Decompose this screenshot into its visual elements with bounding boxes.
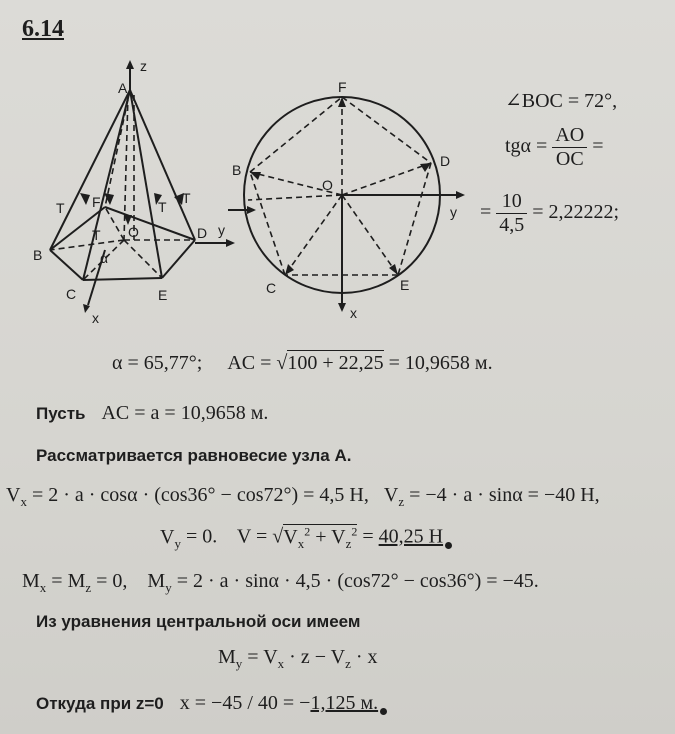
moments-line — [22, 570, 539, 596]
eq2-fraction — [496, 190, 527, 237]
vx-equation: = 2 · a · cosα · (cos36° − cos72°) = 4,5 Н, — [31, 484, 369, 506]
x-result: 1,125 м. — [310, 692, 379, 714]
pyr-label-C: C — [66, 286, 77, 302]
m-equation-1: = 0, — [96, 570, 128, 592]
let-word: Пусть — [36, 404, 86, 423]
top-label-B: B — [232, 162, 242, 178]
x-equation: x = −45 / 40 = − — [179, 692, 311, 714]
pyr-label-T4: T — [182, 190, 191, 206]
whence-line — [36, 692, 387, 715]
vz-symbol: $V_z$ — [383, 484, 405, 509]
eq2-denominator: 4,5 — [499, 214, 525, 236]
ac-prefix: AC = — [227, 352, 272, 374]
tan-denominator: OC — [555, 148, 584, 170]
tan-prefix: tgα = — [505, 135, 548, 158]
sqrt-sign: √ — [276, 352, 288, 374]
alpha-ac-line — [112, 352, 493, 375]
pyr-label-alpha: α — [100, 250, 109, 266]
whence-word: Откуда при z=0 — [36, 694, 164, 713]
ac-result: = 10,9658 м. — [388, 352, 493, 374]
vx-vz-line — [6, 484, 600, 510]
v-root: $V_x^2 + V_z^2$ — [283, 524, 358, 551]
tan-numerator: AO — [552, 124, 587, 148]
pyr-label-E: E — [158, 287, 168, 303]
top-label-O: O — [322, 177, 333, 193]
pyr-label-T2: T — [92, 227, 101, 243]
pyr-label-F: F — [92, 194, 101, 210]
let-equation: AC = a = 10,9658 м. — [101, 402, 269, 424]
v-result: 40,25 Н — [378, 525, 444, 548]
tan-alpha-formula — [505, 124, 604, 171]
eq2-numerator: 10 — [496, 190, 527, 214]
pyr-label-z: z — [140, 58, 147, 74]
pyramid-figure — [30, 55, 245, 325]
bullet-dot — [445, 542, 452, 549]
top-label-E: E — [400, 277, 410, 293]
my-formula — [218, 646, 378, 672]
sqrt-sign-2: √ — [272, 525, 284, 548]
my-lhs: $M_y = V_x$ — [218, 646, 285, 671]
tan-equals: = — [592, 135, 604, 158]
tan-value-formula — [480, 190, 619, 237]
angle-boc: ∠BOC = 72°, — [505, 90, 618, 112]
top-label-C: C — [266, 280, 277, 296]
top-label-D: D — [440, 153, 451, 169]
pyr-label-T1: T — [56, 200, 65, 216]
mx-mz-symbols: $M_x = M_z$ — [22, 570, 92, 595]
pyr-label-y: y — [218, 222, 225, 238]
eq2-prefix: = — [480, 201, 492, 224]
problem-number: 6.14 — [22, 16, 64, 42]
let-line — [36, 402, 268, 425]
v-prefix: V = — [236, 525, 268, 548]
alpha-value: α = 65,77°; — [112, 352, 203, 374]
my-rhs: $V_z \cdot x$ — [330, 646, 378, 671]
eq2-result: = 2,22222; — [532, 201, 620, 224]
pyr-label-x: x — [92, 310, 99, 325]
vz-equation: = −4 · a · sinα = −40 Н, — [409, 484, 600, 506]
pyr-label-A: A — [118, 80, 128, 96]
top-label-x: x — [350, 305, 357, 320]
ac-root: 100 + 22,25 — [287, 352, 384, 374]
top-label-y: y — [450, 204, 457, 220]
my-equation: · z − — [289, 646, 326, 668]
bullet-dot-2 — [380, 708, 387, 715]
top-label-F: F — [338, 80, 347, 95]
tan-fraction — [552, 124, 587, 171]
top-view-figure — [228, 80, 473, 320]
m-equation-2: = 2 · a · sinα · 4,5 · (cos72° − cos36°) = −45. — [176, 570, 539, 592]
vy-equation: = 0. — [185, 525, 218, 548]
equilibrium-line: Рассматривается равновесие узла A. — [36, 446, 352, 465]
pyr-label-B: B — [33, 247, 43, 263]
vx-symbol: $V_x$ — [6, 484, 27, 509]
vy-symbol: $V_y$ — [160, 525, 181, 551]
pyr-label-O: O — [128, 224, 139, 240]
my-symbol: $M_y$ — [147, 570, 172, 595]
pyr-label-D: D — [197, 225, 208, 241]
pyr-label-T3: T — [158, 199, 167, 215]
vy-v-line: $V_y = 0$. $V = √V_x^2 + V_z^2 = 40,25$ Н — [160, 524, 452, 552]
central-axis-line: Из уравнения центральной оси имеем — [36, 612, 361, 631]
